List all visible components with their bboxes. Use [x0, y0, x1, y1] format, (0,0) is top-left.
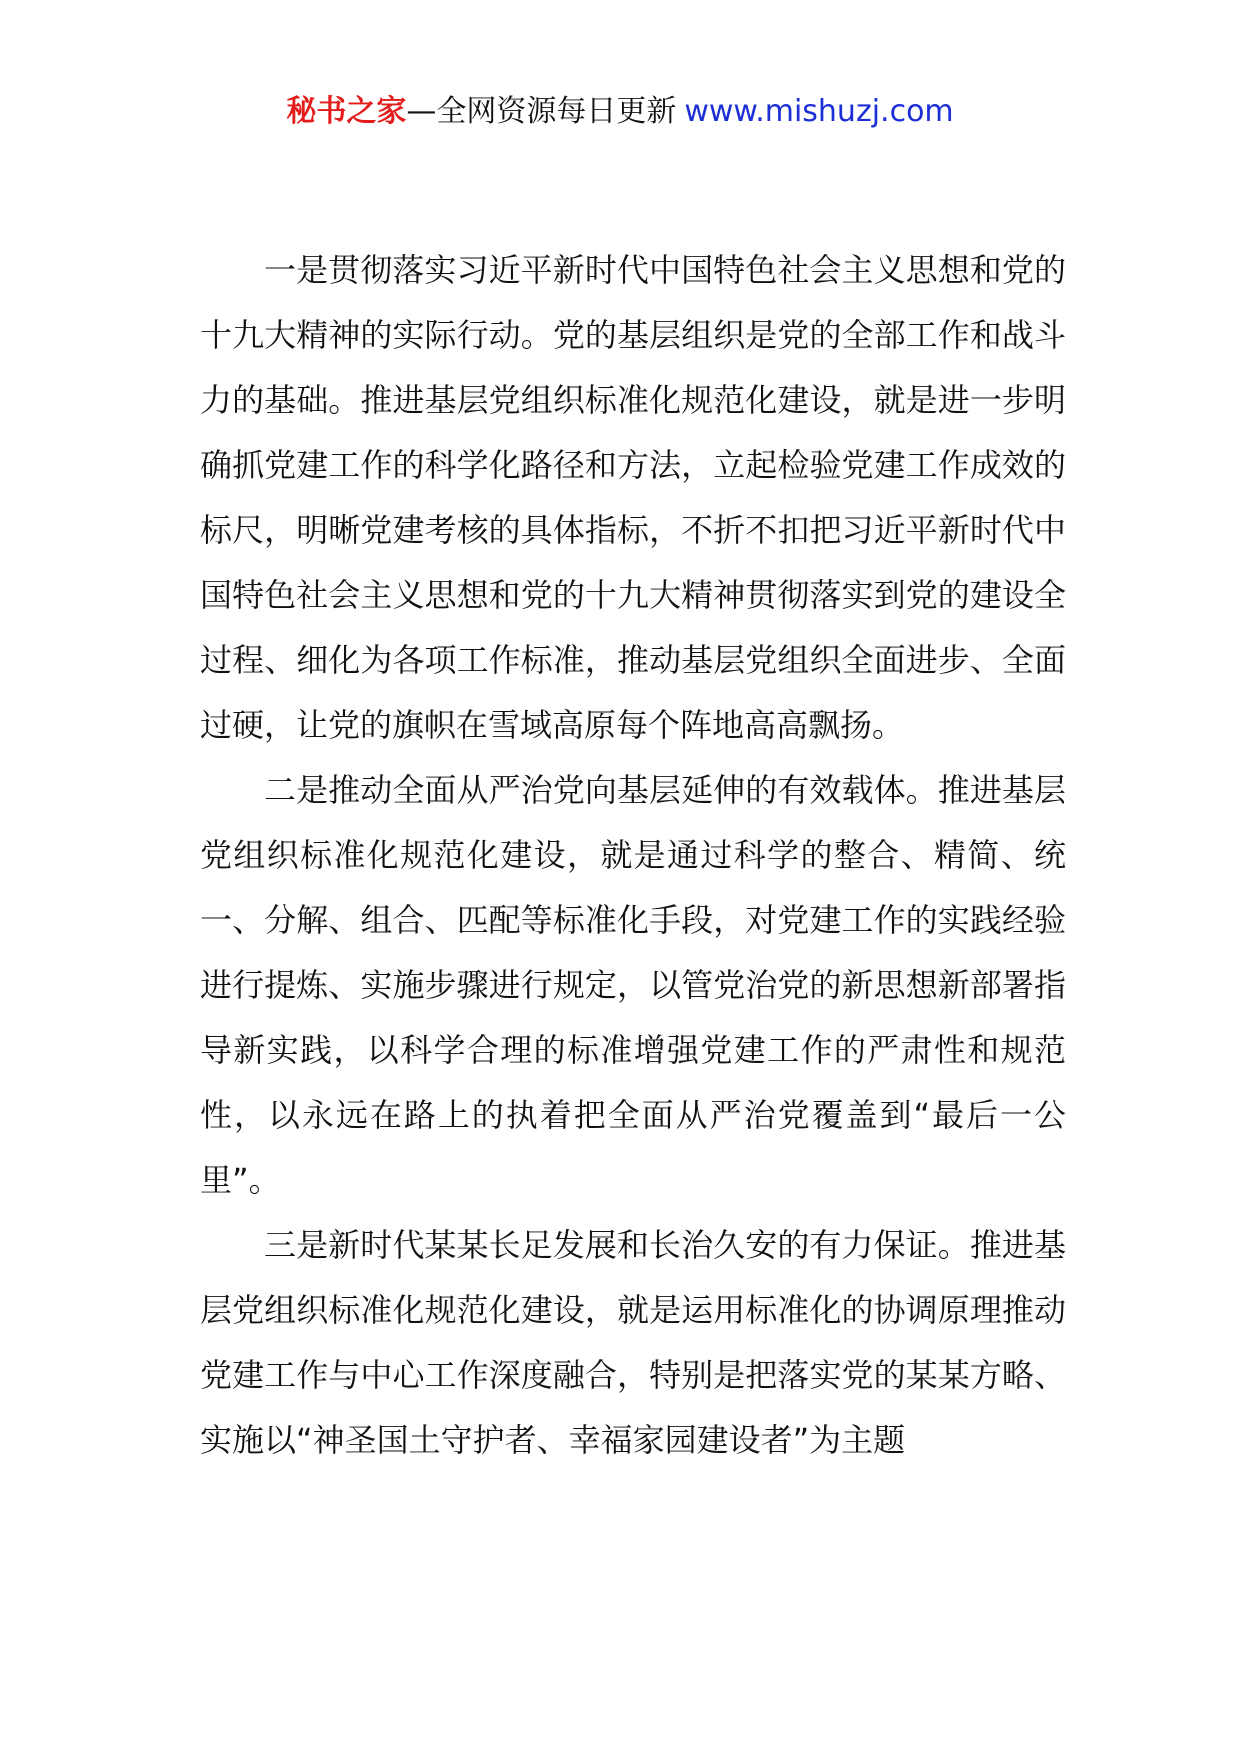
- header-tagline: —全网资源每日更新: [406, 94, 677, 129]
- site-url-link[interactable]: www.mishuzj.com: [684, 94, 954, 129]
- paragraph-3: 三是新时代某某长足发展和长治久安的有力保证。推进基层党组织标准化规范化建设，就是运用标准化的协调原理推动党建工作与中心工作深度融合，特别是把落实党的某某方略、实施以“神圣国土守护者、幸福家园建设者”为主题: [200, 1226, 1066, 1459]
- paragraph-1: 一是贯彻落实习近平新时代中国特色社会主义思想和党的十九大精神的实际行动。党的基层组织是党的全部工作和战斗力的基础。推进基层党组织标准化规范化建设，就是进一步明确抓党建工作的科学化路径和方法，立起检验党建工作成效的标尺，明晰党建考核的具体指标，不折不扣把习近平新时代中国特色社会主义思想和党的十九大精神贯彻落实到党的建设全过程、细化为各项工作标准，推动基层党组织全面进步、全面过硬，让党的旗帜在雪域高原每个阵地高高飘扬。: [200, 251, 1066, 744]
- brand-name: 秘书之家: [286, 94, 407, 129]
- document-body: [200, 238, 1066, 1473]
- site-header: [0, 92, 1240, 132]
- paragraph-2: 二是推动全面从严治党向基层延伸的有效载体。推进基层党组织标准化规范化建设，就是通过科学的整合、精简、统一、分解、组合、匹配等标准化手段，对党建工作的实践经验进行提炼、实施步骤进行规定，以管党治党的新思想新部署指导新实践，以科学合理的标准增强党建工作的严肃性和规范性，以永远在路上的执着把全面从严治党覆盖到“最后一公里”。: [200, 771, 1066, 1199]
